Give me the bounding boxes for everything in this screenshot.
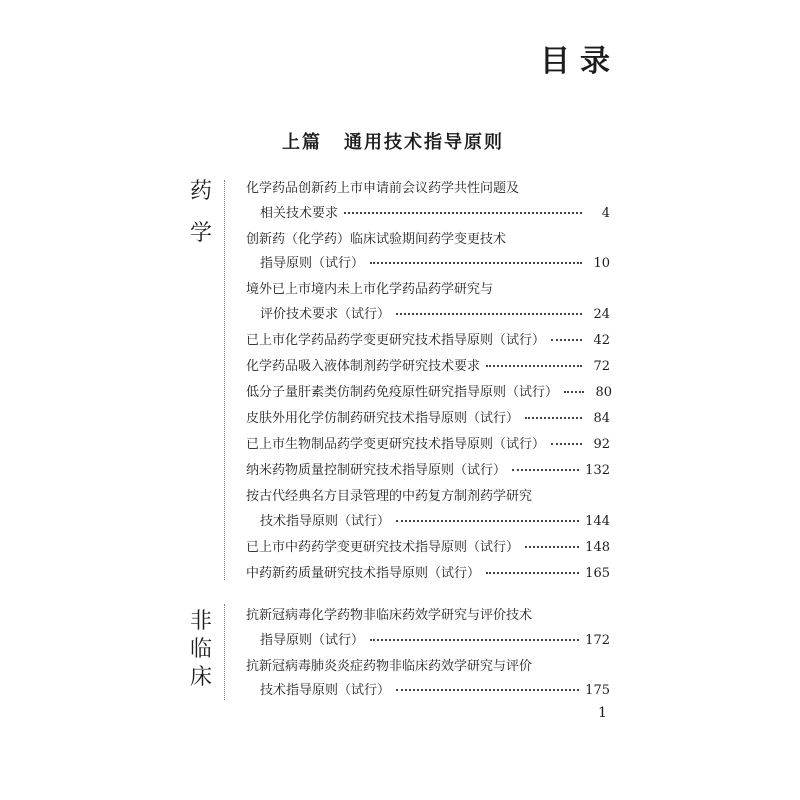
leader-dots — [525, 417, 582, 419]
toc-page-number: 148 — [585, 540, 610, 555]
toc-page-number: 10 — [593, 256, 610, 272]
toc-entry[interactable] — [246, 406, 610, 432]
toc-entry[interactable] — [246, 654, 610, 680]
leader-dots — [370, 639, 579, 641]
section-divider — [224, 604, 225, 700]
toc-entry-title: 指导原则（试行） — [260, 632, 365, 648]
toc-page-number: 144 — [585, 513, 610, 529]
section-label-char: 床 — [189, 665, 212, 690]
page-title: 目录 — [540, 44, 620, 79]
toc-entry-title: 化学药品创新药上市申请前会议药学共性问题及 — [246, 181, 520, 196]
toc-entry-title: 指导原则（试行） — [260, 256, 365, 272]
toc-entry-title: 抗新冠病毒化学药物非临床药效学研究与评价技术 — [246, 608, 533, 623]
leader-dots — [370, 262, 582, 264]
section-label-char: 药 — [189, 179, 212, 204]
leader-dots — [486, 572, 579, 574]
toc-page-number: 4 — [601, 205, 610, 221]
leader-dots — [396, 689, 579, 691]
toc-entry[interactable] — [246, 354, 610, 380]
toc-entry-title: 低分子量肝素类仿制药免疫原性研究指导原则（试行） — [246, 385, 559, 400]
toc-entry[interactable] — [260, 678, 610, 704]
toc-entry[interactable] — [246, 227, 610, 253]
toc-entry-title: 技术指导原则（试行） — [260, 513, 391, 529]
toc-entry[interactable] — [260, 201, 610, 227]
toc-page-number: 165 — [585, 566, 610, 582]
toc-entry[interactable] — [260, 628, 610, 654]
leader-dots — [396, 520, 579, 522]
toc-entry[interactable] — [246, 277, 610, 303]
toc-entry-title: 化学药品吸入液体制剂药学研究技术要求 — [246, 358, 481, 374]
toc-entry[interactable] — [246, 458, 610, 484]
part-title: 通用技术指导原则 — [344, 132, 504, 153]
toc-entry[interactable] — [246, 535, 610, 561]
toc-entry-title: 创新药（化学药）临床试验期间药学变更技术 — [246, 231, 507, 247]
toc-entry[interactable] — [246, 380, 613, 406]
toc-entry[interactable] — [246, 561, 610, 587]
toc-entry-title: 中药新药质量研究技术指导原则（试行） — [246, 566, 481, 582]
toc-page-number: 172 — [585, 632, 610, 648]
toc-page-number: 42 — [593, 332, 610, 348]
toc-entry-title: 皮肤外用化学仿制药研究技术指导原则（试行） — [246, 411, 520, 427]
toc-entry-title: 纳米药物质量控制研究技术指导原则（试行） — [246, 463, 507, 479]
toc-page-number: 80 — [595, 385, 613, 400]
toc-entry-title: 抗新冠病毒肺炎炎症药物非临床药效学研究与评价 — [246, 658, 533, 674]
toc-entry[interactable] — [246, 484, 610, 510]
toc-entry-title: 技术指导原则（试行） — [260, 683, 391, 699]
part-label: 上篇 — [282, 132, 322, 153]
leader-dots — [551, 443, 582, 445]
section-label-char: 非 — [189, 609, 212, 634]
toc-entry[interactable] — [246, 603, 610, 629]
section-label-char: 学 — [189, 221, 212, 246]
part-heading — [282, 128, 504, 154]
toc-page-number: 84 — [593, 411, 610, 427]
toc-entry[interactable] — [260, 509, 610, 535]
toc-page-number: 175 — [585, 683, 610, 699]
toc-entry-title: 已上市化学药品药学变更研究技术指导原则（试行） — [246, 332, 546, 348]
toc-entry[interactable] — [260, 251, 610, 277]
toc-page-number: 132 — [585, 463, 610, 479]
page-number: 1 — [598, 705, 607, 721]
leader-dots — [551, 339, 582, 341]
toc-entry-title: 相关技术要求 — [260, 205, 339, 221]
toc-entry[interactable] — [246, 176, 610, 202]
toc-entry[interactable] — [246, 328, 610, 354]
toc-entry-title: 评价技术要求（试行） — [260, 306, 391, 322]
toc-entry-title: 按古代经典名方目录管理的中药复方制剂药学研究 — [246, 489, 533, 505]
leader-dots — [486, 365, 582, 367]
section-divider — [224, 180, 225, 580]
section-label-char: 临 — [189, 637, 212, 662]
leader-dots — [512, 469, 579, 471]
toc-entry-title: 已上市中药药学变更研究技术指导原则（试行） — [246, 540, 520, 555]
toc-entry-title: 境外已上市境内未上市化学药品药学研究与 — [246, 282, 494, 298]
toc-entry[interactable] — [260, 302, 610, 328]
toc-page-number: 24 — [593, 306, 610, 322]
leader-dots — [525, 546, 579, 548]
leader-dots — [396, 313, 582, 315]
leader-dots — [344, 212, 582, 214]
toc-page-number: 72 — [593, 358, 610, 374]
toc-entry-title: 已上市生物制品药学变更研究技术指导原则（试行） — [246, 437, 546, 453]
toc-entry[interactable] — [246, 432, 610, 458]
toc-page-number: 92 — [593, 437, 610, 453]
leader-dots — [564, 391, 584, 393]
